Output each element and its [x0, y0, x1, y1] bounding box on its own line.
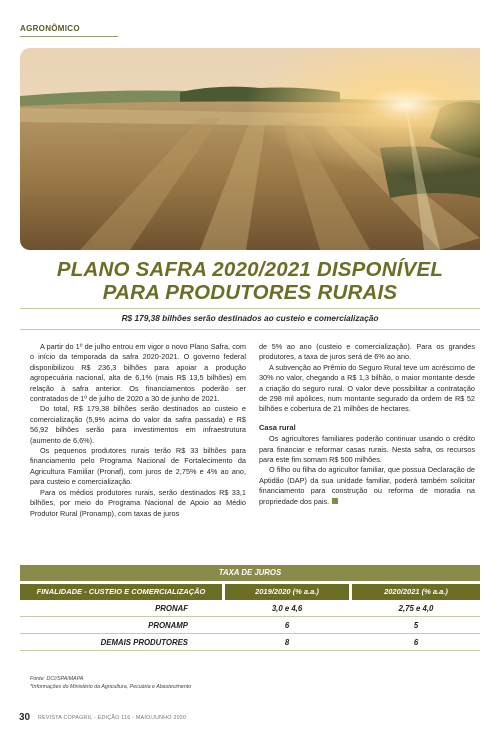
footer-publication: REVISTA COPAGRIL - EDIÇÃO 116 - MAIO/JUNHO 2020: [38, 715, 187, 721]
table-cell: 3,0 e 4,6: [271, 604, 303, 613]
title-line-2: PARA PRODUTORES RURAIS: [102, 281, 398, 304]
article-title: [0, 258, 500, 304]
table-row: [20, 634, 480, 651]
paragraph: Os pequenos produtores rurais terão R$ 33 bilhões para financiamento pelo Programa Nacional de Fortalecimento da Agricultura Familiar (Pronaf), com juros de 2,75% e 4% ao ano, para custeio e comercialização.: [30, 446, 246, 487]
section-divider: [20, 36, 118, 37]
paragraph: de 5% ao ano (custeio e comercialização). Para os grandes produtores, a taxa de juros será de 6% ao ano.: [259, 342, 475, 362]
subtitle-divider-top: [20, 308, 480, 309]
subheading: Casa rural: [259, 422, 296, 432]
paragraph-text: O filho ou filha do agricultor familiar, que possua Declaração de Aptidão (DAP) da sua unidade familiar, poderá também solicitar financiamento para construção ou reforma de moradia na propriedade dos pais.: [259, 465, 475, 506]
column-header: 2020/2021 (% a.a.): [352, 584, 480, 600]
title-line-1: PLANO SAFRA 2020/2021 DISPONÍVEL: [56, 258, 444, 281]
table-cell: 8: [284, 638, 290, 647]
table-cell: 6: [413, 638, 419, 647]
table-row: [20, 600, 480, 617]
paragraph: Do total, R$ 179,38 bilhões serão destinados ao custeio e comercialização (5,9% acima do valor da safra passada) e R$ 56,92 bilhões serão para investimentos em infraestrutura (aumento de 6,6%).: [30, 404, 246, 445]
interest-rate-table: [20, 565, 480, 651]
page-number: 30: [19, 712, 31, 723]
hero-image: [20, 48, 480, 250]
right-column: [259, 342, 475, 507]
paragraph: [259, 465, 475, 507]
paragraph: A subvenção ao Prêmio do Seguro Rural teve um acréscimo de 30% no valor, chegando a R$ 1,3 bilhão, o maior montante desde a criação do seguro rural. O valor deve possibilitar a contratação de 298 mil apólices, num montante segurado da ordem de R$ 52 bilhões e cobertura de 21 milhões de hectares.: [259, 362, 475, 414]
article-subtitle: R$ 179,38 bilhões serão destinados ao custeio e comercialização: [121, 313, 379, 323]
table-source: [30, 676, 191, 691]
table-cell: PRONAMP: [148, 621, 188, 630]
column-header: 2019/2020 (% a.a.): [225, 584, 349, 600]
paragraph: Para os médios produtores rurais, serão destinados R$ 33,1 bilhões, por meio do Programa Nacional de Apoio ao Médio Produtor Rural (Pronamp), com taxas de juros: [30, 487, 246, 518]
field-landscape-photo: [20, 48, 480, 250]
left-column: [30, 342, 246, 519]
source-note: *Informações do Ministério da Agricultura, Pecuária e Abastecimento: [30, 683, 192, 690]
table-cell: 5: [413, 621, 419, 630]
paragraph: A partir do 1º de julho entrou em vigor o novo Plano Safra, com o início da temporada da safra 2020-2021. O governo federal disponibilizou R$ 236,3 bilhões para apoiar a produção agropecuária nacional, alta de 6,1% (mais R$ 13,5 bilhões) em relação à safra anterior. Os financiamentos poderão ser contratados de 1º de julho de 2020 a 30 de junho de 2021.: [30, 342, 246, 404]
subtitle-divider-bottom: [20, 329, 480, 330]
source-line: Fonte: DCI/SPA/MAPA: [30, 676, 84, 682]
table-cell: 6: [284, 621, 290, 630]
table-cell: PRONAF: [155, 604, 188, 613]
table-cell: 2,75 e 4,0: [398, 604, 434, 613]
end-of-article-icon: [332, 498, 338, 504]
table-cell: DEMAIS PRODUTORES: [100, 638, 188, 647]
paragraph: Os agricultores familiares poderão continuar usando o crédito para financiar e reformar casas rurais. Nesta safra, os recursos para este fim somam R$ 500 milhões.: [259, 434, 475, 465]
table-row: [20, 617, 480, 634]
table-title: TAXA DE JUROS: [20, 565, 480, 581]
table-header-row: [20, 584, 480, 600]
column-header: FINALIDADE - CUSTEIO E COMERCIALIZAÇÃO: [20, 584, 222, 600]
section-label: AGRONÔMICO: [20, 24, 80, 33]
